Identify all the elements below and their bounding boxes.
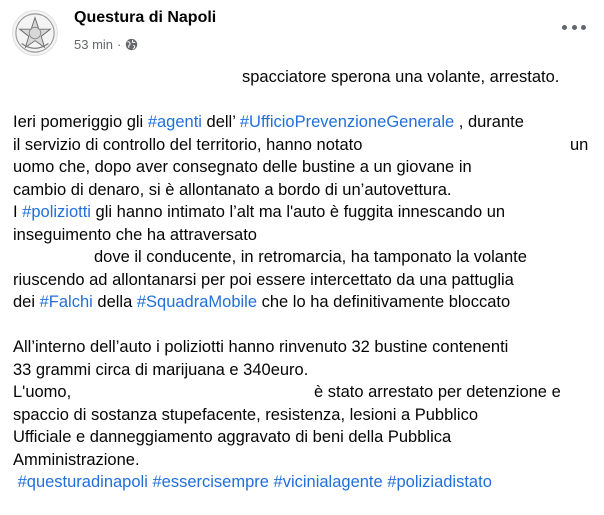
text: che lo ha definitivamente bloccato	[257, 293, 511, 311]
text-line	[13, 291, 595, 314]
text-line: inseguimento che ha attraversato	[13, 225, 257, 244]
emblem-icon	[13, 11, 57, 55]
text-line	[13, 246, 595, 269]
hashtag-link[interactable]: #SquadraMobile	[136, 293, 258, 311]
hashtag-link[interactable]: #UfficioPrevenzioneGenerale	[239, 113, 455, 131]
text: un	[570, 135, 589, 154]
hashtag-link[interactable]: #questuradinapoli	[17, 473, 148, 491]
post-title: spacciatore sperona una volante, arrestato.	[242, 68, 560, 86]
hashtags-line	[13, 471, 595, 494]
text: Ieri pomeriggio gli	[13, 113, 148, 131]
meta-separator: ·	[117, 37, 122, 52]
hashtag-link[interactable]: #poliziotti	[22, 203, 91, 221]
text-line	[13, 111, 595, 134]
text: dove il conducente, in retromarcia, ha tamponato la volante	[94, 248, 527, 266]
hashtag-link[interactable]: #Falchi	[39, 293, 93, 311]
text-line: 33 grammi circa di marijuana e 340euro.	[13, 360, 309, 379]
text: , durante	[454, 113, 524, 131]
hashtag-link[interactable]: #poliziadistato	[387, 473, 492, 491]
text: il servizio di controllo del territorio, hanno notato	[13, 135, 363, 154]
text: dell’	[201, 113, 240, 131]
hashtag-link[interactable]: #agenti	[147, 113, 202, 131]
hashtag-link[interactable]: #essercisempre	[152, 473, 269, 491]
text: L'uomo,	[13, 383, 72, 401]
text-line: spaccio di sostanza stupefacente, resistenza, lesioni a Pubblico	[13, 405, 479, 424]
page-avatar[interactable]	[12, 10, 58, 56]
text: dei	[13, 293, 40, 311]
page-name-link[interactable]: Questura di Napoli	[74, 9, 217, 26]
hashtag-link[interactable]: #vicinialagente	[273, 473, 383, 491]
post-title-line	[13, 66, 595, 89]
text-line	[13, 201, 595, 224]
text-line: uomo che, dopo aver consegnato delle bustine a un giovane in	[13, 158, 472, 176]
post-meta	[74, 37, 138, 52]
more-options-button[interactable]	[562, 20, 586, 34]
post-header	[0, 0, 604, 70]
text-line: Ufficiale e danneggiamento aggravato di beni della Pubblica	[13, 428, 452, 446]
text-line: cambio di denaro, si è allontanato a bordo di un’autovettura.	[13, 180, 452, 199]
text-line: Amministrazione.	[13, 450, 140, 469]
post-timestamp[interactable]: 53 min	[74, 37, 114, 52]
globe-icon[interactable]	[125, 38, 138, 51]
text-line	[13, 381, 595, 404]
text-line: All’interno dell’auto i poliziotti hanno rinvenuto 32 bustine contenenti	[13, 338, 509, 356]
text: I	[13, 203, 23, 221]
text-line	[13, 134, 595, 157]
text: gli hanno intimato l’alt ma l'auto è fuggita innescando un	[90, 203, 506, 221]
text-line: riuscendo ad allontanarsi per poi essere intercettato da una pattuglia	[13, 270, 514, 289]
more-dot-icon	[562, 25, 567, 30]
text: della	[92, 293, 137, 311]
post-body	[13, 66, 595, 494]
more-dot-icon	[572, 25, 577, 30]
more-dot-icon	[581, 25, 586, 30]
text: è stato arrestato per detenzione e	[314, 383, 561, 401]
